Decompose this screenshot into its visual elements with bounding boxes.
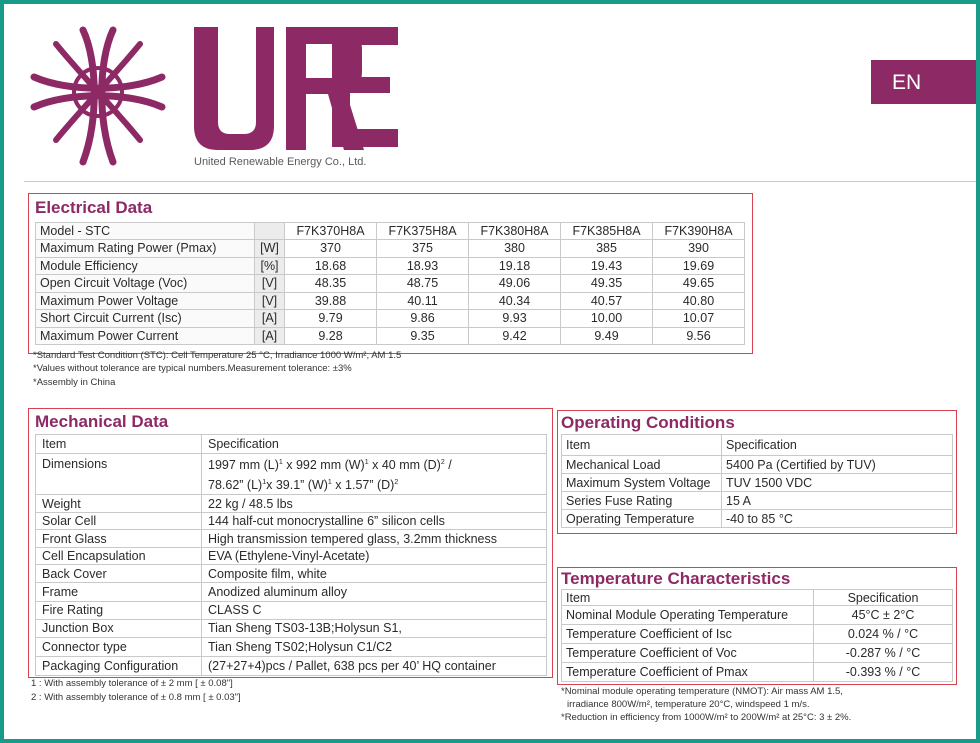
- cell-value: 18.68: [285, 257, 377, 275]
- row-value: Tian Sheng TS02;Holysun C1/C2: [202, 637, 547, 656]
- temperature-table: [561, 589, 953, 682]
- table-row: [562, 456, 953, 474]
- cell-value: 9.79: [285, 310, 377, 328]
- row-value: -0.393 % / °C: [814, 663, 953, 682]
- table-row: [562, 644, 953, 663]
- row-value: 45°C ± 2°C: [814, 606, 953, 625]
- row-value: -40 to 85 °C: [722, 510, 953, 528]
- row-label: Maximum Rating Power (Pmax): [36, 240, 255, 258]
- temperature-note: irradiance 800W/m², temperature 20°C, windspeed 1 m/s.: [567, 699, 810, 710]
- row-label: Maximum Power Voltage: [36, 292, 255, 310]
- header-model: F7K370H8A: [285, 223, 377, 240]
- table-row: [36, 495, 547, 513]
- row-label: Short Circuit Current (Isc): [36, 310, 255, 328]
- header-item: Item: [562, 435, 722, 456]
- row-label: Solar Cell: [36, 512, 202, 530]
- temperature-note: *Nominal module operating temperature (NMOT): Air mass AM 1.5,: [561, 686, 843, 697]
- row-label: Temperature Coefficient of Voc: [562, 644, 814, 663]
- cell-value: 9.93: [469, 310, 561, 328]
- cell-value: 380: [469, 240, 561, 258]
- cell-value: 49.35: [561, 275, 653, 293]
- cell-value: 18.93: [377, 257, 469, 275]
- cell-value: 40.57: [561, 292, 653, 310]
- table-row: [36, 565, 547, 583]
- cell-value: 40.11: [377, 292, 469, 310]
- row-unit: [V]: [255, 292, 285, 310]
- row-label: Temperature Coefficient of Isc: [562, 625, 814, 644]
- cell-value: 9.28: [285, 327, 377, 345]
- operating-conditions-table: [561, 434, 953, 528]
- table-row: [562, 510, 953, 528]
- row-label: Frame: [36, 582, 202, 601]
- table-header-row: [36, 223, 745, 240]
- row-label: Operating Temperature: [562, 510, 722, 528]
- row-value: 15 A: [722, 492, 953, 510]
- cell-value: 375: [377, 240, 469, 258]
- row-value: -0.287 % / °C: [814, 644, 953, 663]
- table-header-row: [36, 435, 547, 454]
- logo-mark-icon: [28, 22, 398, 172]
- electrical-data-title: Electrical Data: [35, 198, 153, 217]
- table-row: [36, 240, 745, 258]
- row-value: EVA (Ethylene-Vinyl-Acetate): [202, 547, 547, 565]
- electrical-note: *Values without tolerance are typical numbers.Measurement tolerance: ±3%: [33, 363, 352, 374]
- table-row: [36, 512, 547, 530]
- row-label: Front Glass: [36, 530, 202, 548]
- row-label: Junction Box: [36, 619, 202, 637]
- cell-value: 390: [653, 240, 745, 258]
- dimensions-inch: 78.62” $(L)^1x$ 39.1” $(W)^1$ x 1.57” $(D)^2$: [208, 478, 399, 493]
- row-label: Nominal Module Operating Temperature: [562, 606, 814, 625]
- row-label: Back Cover: [36, 565, 202, 583]
- row-label: Packaging Configuration: [36, 656, 202, 675]
- table-row: [36, 275, 745, 293]
- cell-value: 40.34: [469, 292, 561, 310]
- table-row: [36, 454, 547, 495]
- cell-value: 9.49: [561, 327, 653, 345]
- electrical-note: *Assembly in China: [33, 377, 116, 388]
- table-row: [36, 656, 547, 675]
- header-spec: Specification: [202, 435, 547, 454]
- table-row: [36, 601, 547, 619]
- cell-value: 40.80: [653, 292, 745, 310]
- table-row: [36, 619, 547, 637]
- row-value: 22 kg / 48.5 lbs: [202, 495, 547, 513]
- dimensions-value: [202, 454, 547, 495]
- table-row: [36, 547, 547, 565]
- row-unit: [V]: [255, 275, 285, 293]
- temperature-note: *Reduction in efficiency from 1000W/m² to 200W/m² at 25°C: 3 ± 2%.: [561, 712, 852, 723]
- row-label: Connector type: [36, 637, 202, 656]
- row-label: Temperature Coefficient of Pmax: [562, 663, 814, 682]
- cell-value: 9.86: [377, 310, 469, 328]
- header-model: F7K380H8A: [469, 223, 561, 240]
- row-value: 5400 Pa (Certified by TUV): [722, 456, 953, 474]
- cell-value: 49.65: [653, 275, 745, 293]
- row-value: Anodized aluminum alloy: [202, 582, 547, 601]
- electrical-note: *Standard Test Condition (STC): Cell Temperature 25 °C, Irradiance 1000 W/m², AM 1.5: [33, 350, 402, 361]
- header-model: F7K385H8A: [561, 223, 653, 240]
- table-row: [562, 663, 953, 682]
- table-row: [562, 492, 953, 510]
- table-header-row: [562, 590, 953, 606]
- header-spec: Specification: [814, 590, 953, 606]
- row-value: Composite film, white: [202, 565, 547, 583]
- table-row: [562, 625, 953, 644]
- row-label: Maximum Power Current: [36, 327, 255, 345]
- table-row: [36, 310, 745, 328]
- header-label: Model - STC: [36, 223, 255, 240]
- language-badge[interactable]: EN: [871, 60, 976, 104]
- cell-value: 49.06: [469, 275, 561, 293]
- header-item: Item: [562, 590, 814, 606]
- cell-value: 9.56: [653, 327, 745, 345]
- row-label: Open Circuit Voltage (Voc): [36, 275, 255, 293]
- mechanical-note: 2 : With assembly tolerance of ± 0.8 mm [ ± 0.03"]: [31, 692, 241, 703]
- operating-conditions-title: Operating Conditions: [561, 413, 735, 432]
- row-value: (27+27+4)pcs / Pallet, 638 pcs per 40’ HQ container: [202, 656, 547, 675]
- header-model: F7K390H8A: [653, 223, 745, 240]
- row-label: Fire Rating: [36, 601, 202, 619]
- table-row: [36, 292, 745, 310]
- row-value: CLASS C: [202, 601, 547, 619]
- row-value: 144 half-cut monocrystalline 6” silicon cells: [202, 512, 547, 530]
- cell-value: 370: [285, 240, 377, 258]
- table-header-row: [562, 435, 953, 456]
- cell-value: 19.18: [469, 257, 561, 275]
- mechanical-note: 1 : With assembly tolerance of ± 2 mm [ ± 0.08"]: [31, 678, 233, 689]
- row-unit: [%]: [255, 257, 285, 275]
- row-label: Cell Encapsulation: [36, 547, 202, 565]
- table-row: [36, 530, 547, 548]
- table-row: [36, 327, 745, 345]
- header-item: Item: [36, 435, 202, 454]
- row-unit: [A]: [255, 310, 285, 328]
- row-value: TUV 1500 VDC: [722, 474, 953, 492]
- row-value: Tian Sheng TS03-13B;Holysun S1,: [202, 619, 547, 637]
- row-label: Module Efficiency: [36, 257, 255, 275]
- table-row: [36, 637, 547, 656]
- table-row: [36, 582, 547, 601]
- header-divider: [24, 181, 976, 182]
- table-row: [36, 257, 745, 275]
- dimensions-mm: 1997 mm $(L)^1$ x 992 mm $(W)^1$ x 40 mm $(D)^2$ /: [208, 458, 452, 473]
- mechanical-data-title: Mechanical Data: [35, 412, 169, 431]
- cell-value: 10.00: [561, 310, 653, 328]
- electrical-data-table: [35, 222, 745, 345]
- temperature-title: Temperature Characteristics: [561, 569, 791, 588]
- row-label: Mechanical Load: [562, 456, 722, 474]
- cell-value: 48.35: [285, 275, 377, 293]
- company-logo: [28, 22, 398, 172]
- mechanical-data-table: [35, 434, 547, 676]
- header-unit: [255, 223, 285, 240]
- cell-value: 385: [561, 240, 653, 258]
- header-spec: Specification: [722, 435, 953, 456]
- cell-value: 9.42: [469, 327, 561, 345]
- table-row: [562, 606, 953, 625]
- cell-value: 39.88: [285, 292, 377, 310]
- row-value: High transmission tempered glass, 3.2mm thickness: [202, 530, 547, 548]
- row-label: Series Fuse Rating: [562, 492, 722, 510]
- row-label: Maximum System Voltage: [562, 474, 722, 492]
- row-label: Weight: [36, 495, 202, 513]
- cell-value: 19.43: [561, 257, 653, 275]
- cell-value: 10.07: [653, 310, 745, 328]
- table-row: [562, 474, 953, 492]
- row-unit: [A]: [255, 327, 285, 345]
- cell-value: 19.69: [653, 257, 745, 275]
- row-label: Dimensions: [36, 454, 202, 495]
- header-model: F7K375H8A: [377, 223, 469, 240]
- cell-value: 48.75: [377, 275, 469, 293]
- row-value: 0.024 % / °C: [814, 625, 953, 644]
- cell-value: 9.35: [377, 327, 469, 345]
- company-name: United Renewable Energy Co., Ltd.: [194, 156, 367, 168]
- row-unit: [W]: [255, 240, 285, 258]
